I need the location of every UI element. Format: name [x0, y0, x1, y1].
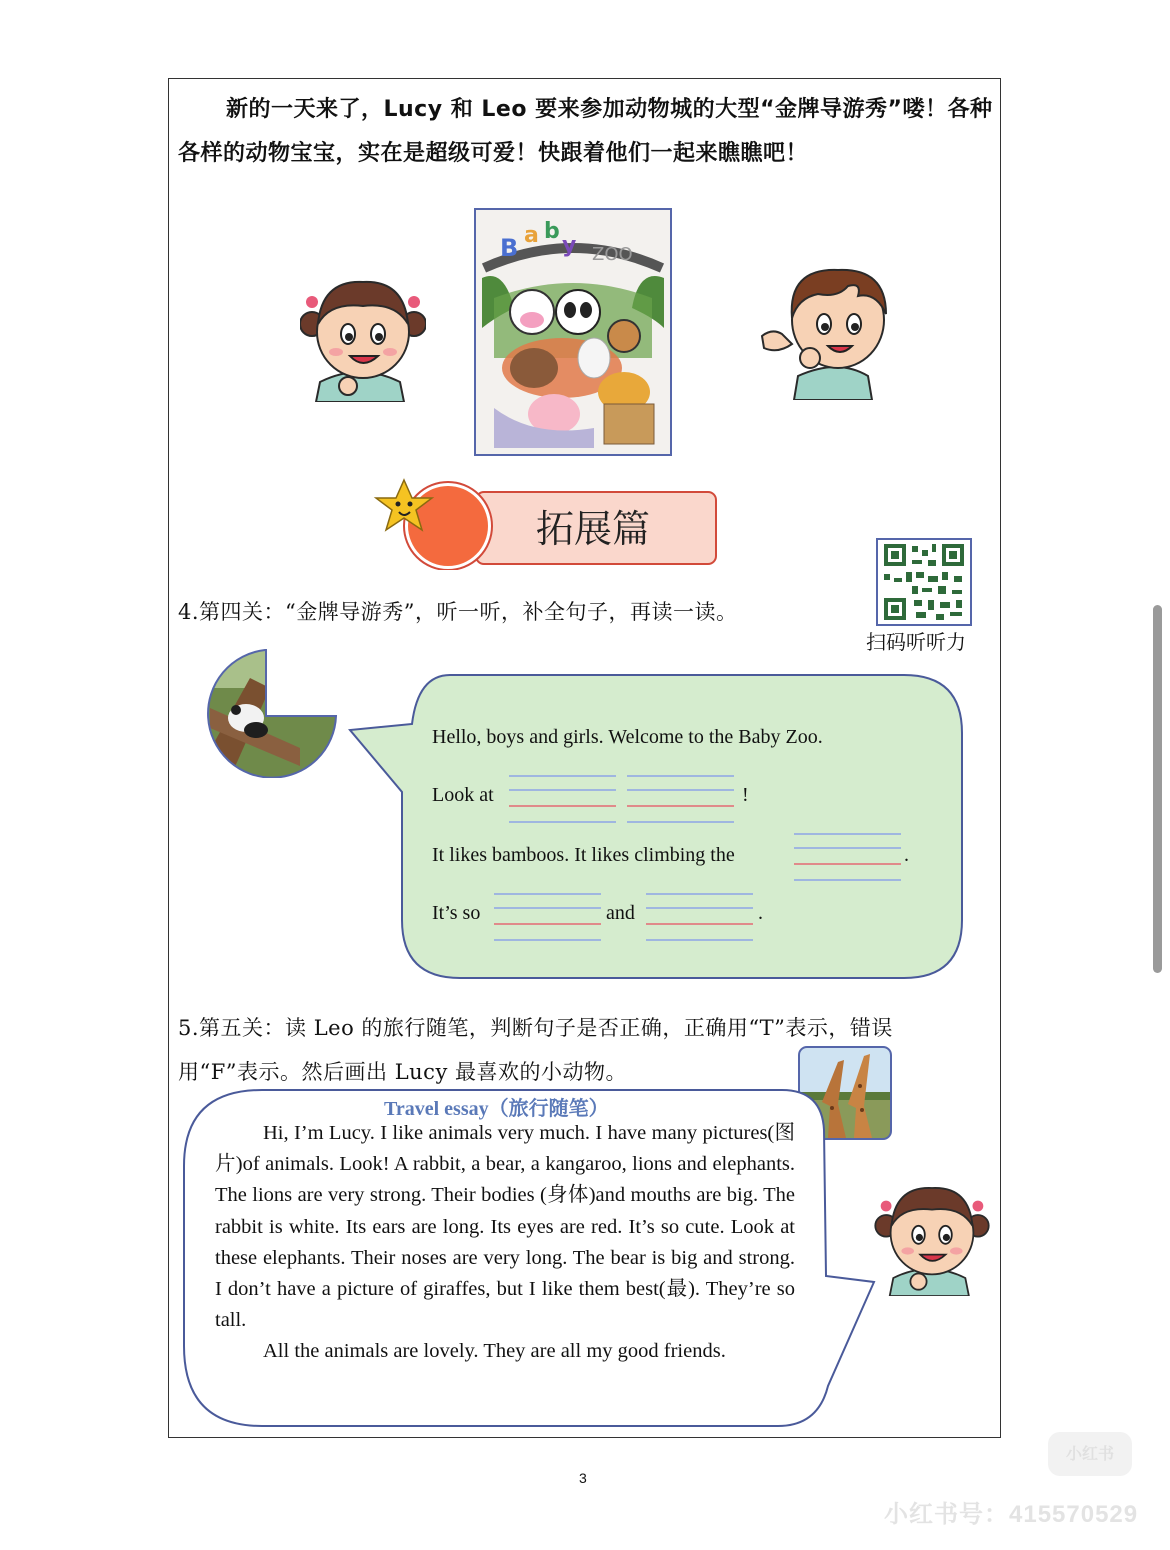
essay-paragraph-2: All the animals are lovely. They are all my good friends. [263, 1340, 726, 1363]
q4-line-4-mid: and [606, 902, 635, 924]
q5-title-line-2: 用“F”表示。然后画出 Lucy 最喜欢的小动物。 [178, 1060, 627, 1084]
q4-line-3-end: . [904, 844, 909, 866]
qr-label: 扫码听听力 [866, 630, 966, 654]
cover-logo-letter-b: B [500, 234, 519, 262]
cover-logo-letter-y: y [562, 233, 577, 258]
cover-logo-letter-a: a [524, 223, 539, 248]
answer-blank-2[interactable] [627, 776, 734, 822]
lucy-girl-small-illustration [874, 1170, 990, 1296]
answer-blank-5[interactable] [646, 894, 753, 940]
intro-paragraph: 新的一天来了，Lucy 和 Leo 要来参加动物城的大型“金牌导游秀”喽！各种各样的动物宝宝，实在是超级可爱！快跟着他们一起来瞧瞧吧！ [178, 97, 993, 166]
cover-logo-letter-b2: b [544, 219, 560, 244]
q4-line-2-start: Look at [432, 784, 494, 806]
answer-blank-4[interactable] [494, 894, 601, 940]
q5-title-line-1: 5.第五关：读 Leo 的旅行随笔，判断句子是否正确，正确用“T”表示，错误 [178, 1016, 893, 1040]
answer-blank-3[interactable] [794, 834, 901, 880]
essay-body [215, 1118, 795, 1368]
essay-paragraph-1: Hi, I’m Lucy. I like animals very much. I have many pictures(图片)of animals. Look! A rabbit, a bear, a kangaroo, lions and elephants. The lions are very strong. Their bodies (身体)and mouths are big. The rabbit is white. Its ears are long. Its eyes are red. It’s so cute. Look at these elephants. Their noses are very long. The bear is big and strong. I don’t have a picture of giraffes, but I like them best(最). They’re so tall. [215, 1122, 795, 1332]
q4-line-4-end: . [758, 902, 763, 924]
q4-line-1: Hello, boys and girls. Welcome to the Baby Zoo. [432, 726, 823, 748]
essay-title: Travel essay（旅行随笔） [384, 1098, 609, 1120]
q4-line-2-end: ! [742, 784, 749, 806]
q4-line-4-start: It’s so [432, 902, 481, 924]
page-number: 3 [579, 1470, 587, 1486]
watermark-logo: 小红书 [1048, 1432, 1132, 1476]
section-banner-label: 拓展篇 [536, 507, 651, 551]
q4-line-3-start: It likes bamboos. It likes climbing the [432, 844, 735, 866]
q4-title: 4.第四关：“金牌导游秀”，听一听，补全句子，再读一读。 [178, 600, 738, 624]
answer-blank-1[interactable] [509, 776, 616, 822]
cover-logo-word: ZOO [592, 244, 633, 265]
watermark-text: 小红书号：415570529 [884, 1501, 1139, 1528]
